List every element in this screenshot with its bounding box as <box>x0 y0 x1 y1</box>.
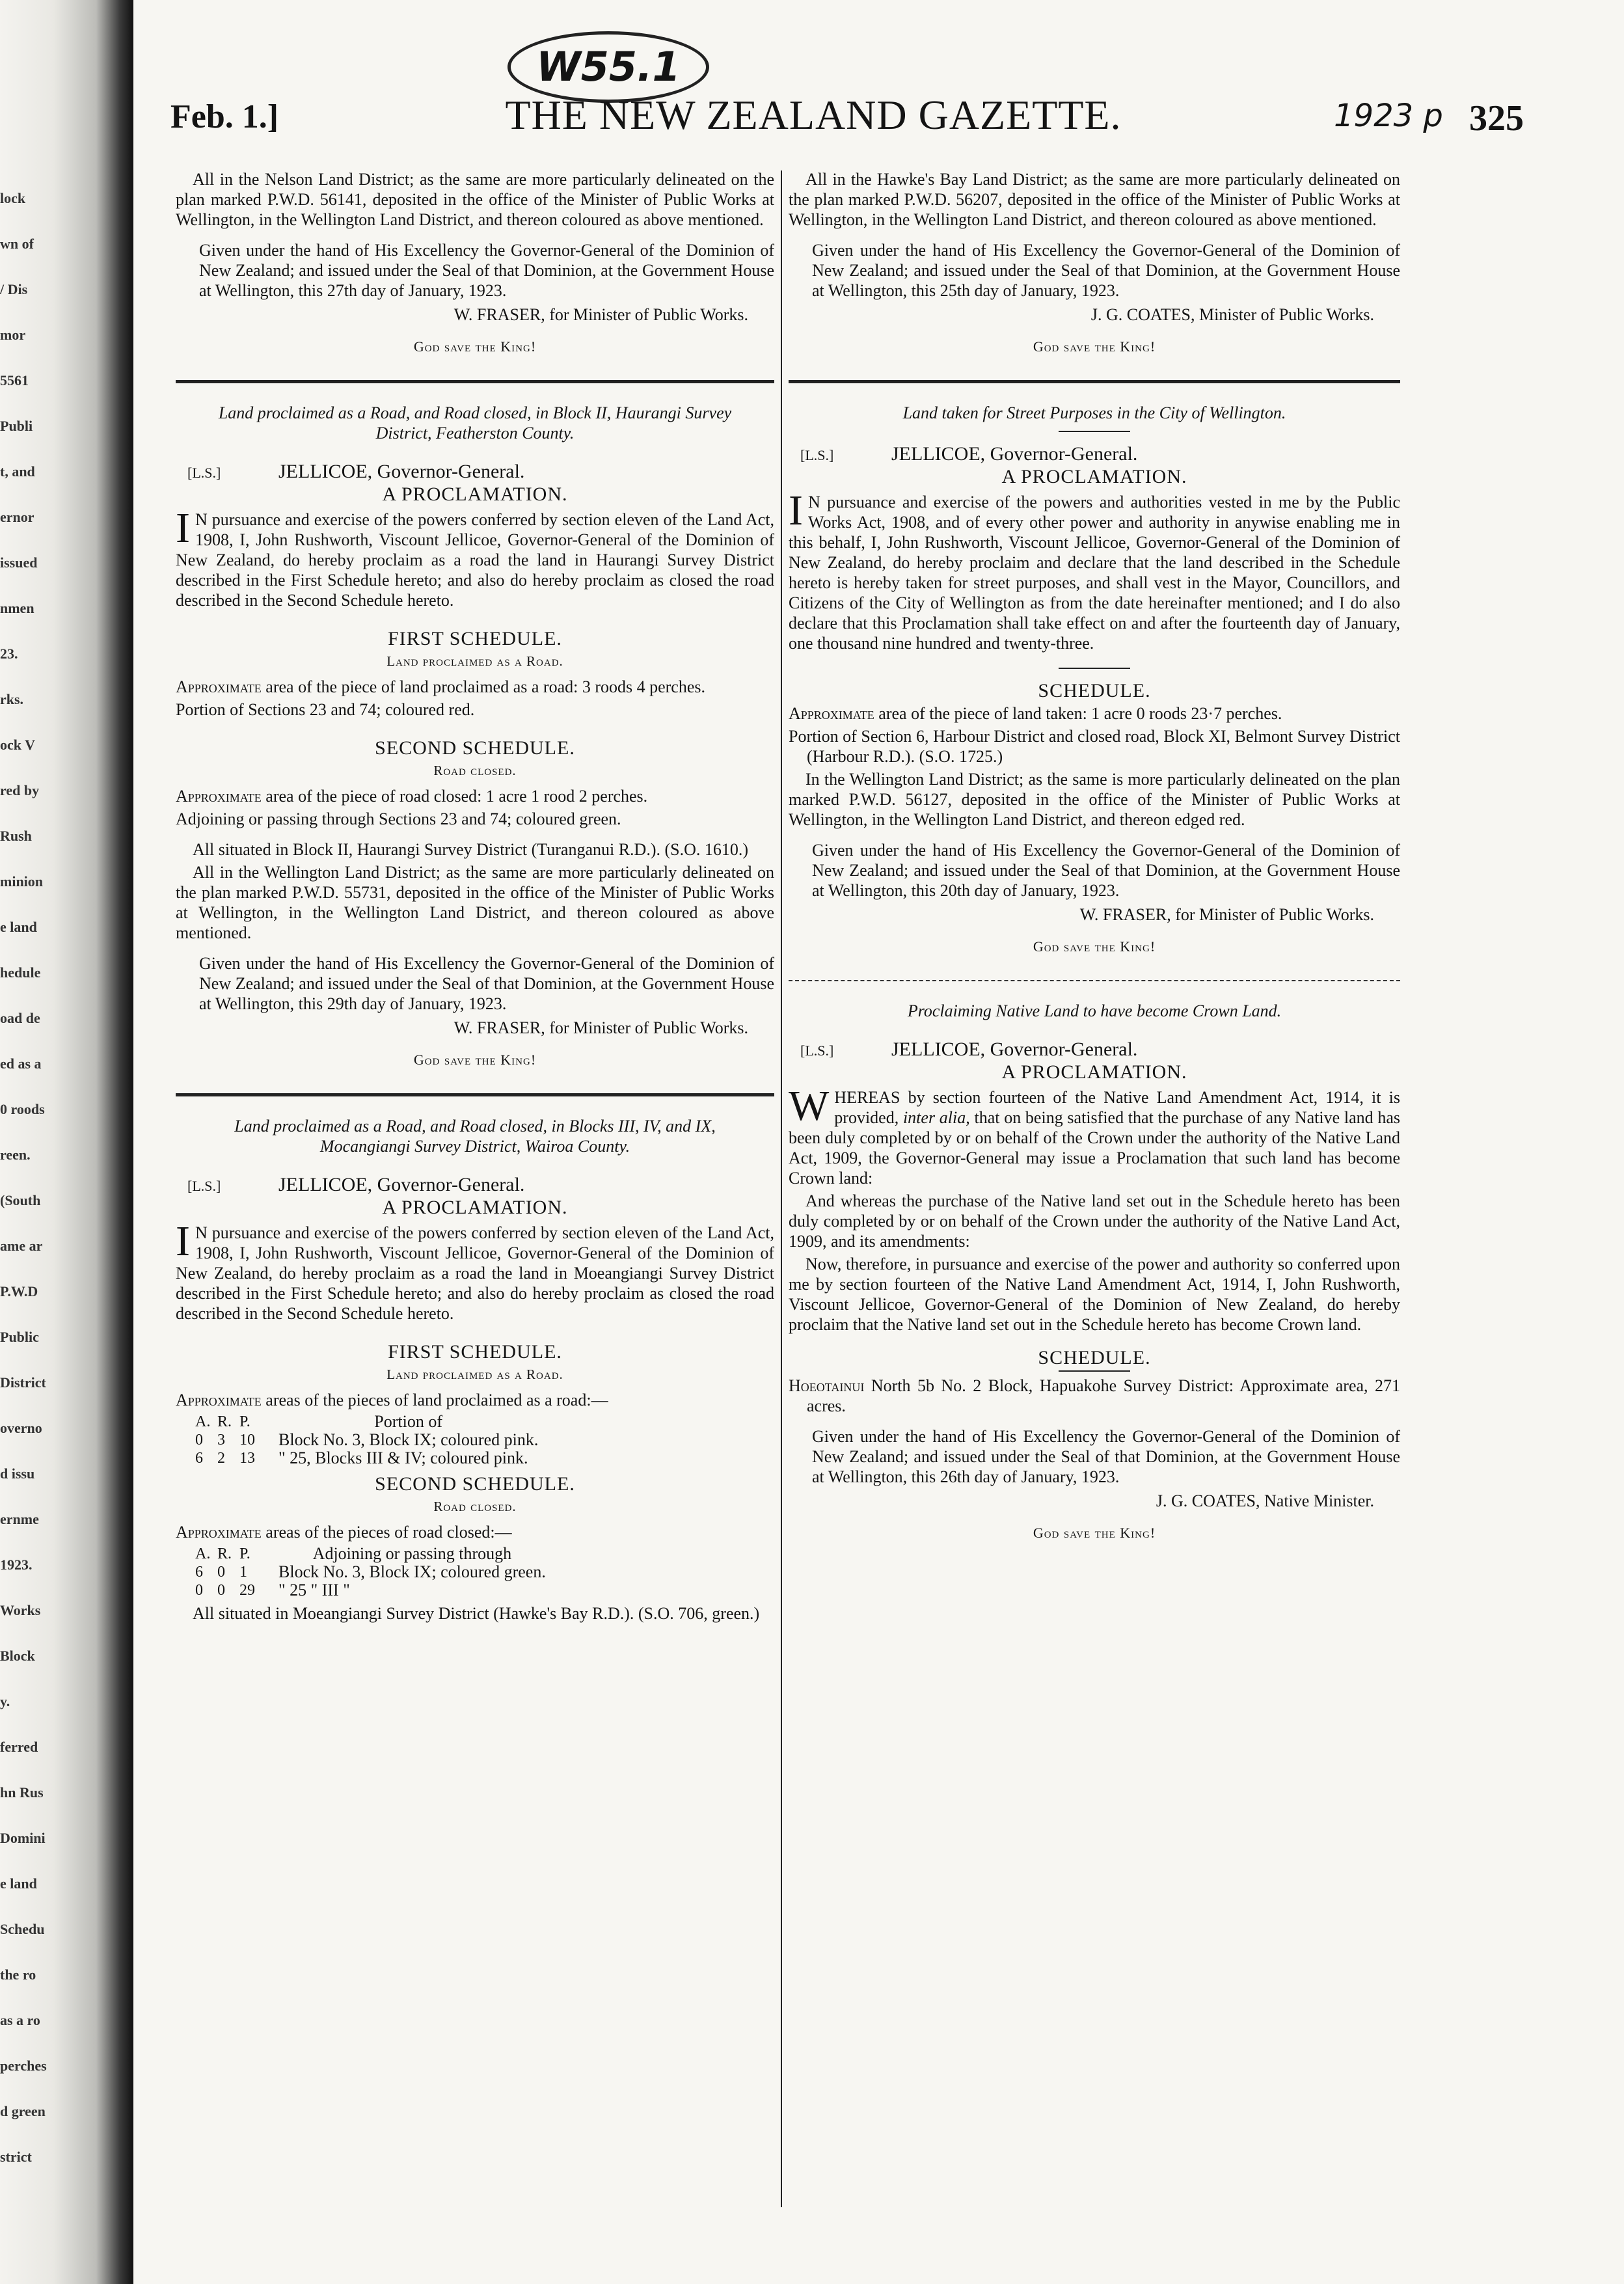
continued-text: All in the Hawke's Bay Land District; as the same are more particularly delineated on the plan marked P.W.D. 56207, deposited in the office of the Minister of Public Works at Wellington, in the Wellington Land District, and thereon coloured as above mentioned. <box>789 170 1400 229</box>
governor-name: JELLICOE, Governor-General. <box>891 443 1138 465</box>
first-schedule-heading: FIRST SCHEDULE. <box>388 1341 562 1363</box>
body-text: that on being satisfied that the purchase of any Native land has been duly completed by or on behalf of the Crown under the authority of the Native Land Act, 1909, the Governor-General may issue a Proclamation that such land has become Crown land: <box>789 1108 1401 1188</box>
signature: J. G. COATES, Minister of Public Works. <box>1090 305 1374 324</box>
edge-fragment: oad de <box>0 1010 40 1026</box>
schedule-heading: SCHEDULE. <box>1038 680 1151 701</box>
short-rule <box>1059 431 1130 432</box>
edge-fragment: rks. <box>0 691 24 707</box>
approx-text: areas of the pieces of land proclaimed as a road:— <box>265 1391 608 1409</box>
body-text: N pursuance and exercise of the powers conferred by section eleven of the Land Act, 1908, I, John Rushworth, Viscount Jellicoe, Governor-General of the Dominion of New Zealand, do hereby proclaim as a road the land in Haurangi Survey District described in the First Schedule hereto; and also do hereby proclaim as closed the road described in the Second Schedule hereto. <box>176 510 774 610</box>
god-save-the-king: God save the King! <box>1033 938 1156 955</box>
edge-fragment: overno <box>0 1420 42 1436</box>
edge-fragment: Public <box>0 1329 39 1345</box>
proclamation-heading: A PROCLAMATION. <box>382 1197 568 1218</box>
edge-fragment: Works <box>0 1602 41 1618</box>
cell-perches: 13 <box>239 1450 255 1467</box>
edge-fragment: ernme <box>0 1511 39 1527</box>
cell-description: " 25 " III " <box>278 1581 350 1599</box>
col-acres: A. <box>195 1413 211 1430</box>
portion-text: Portion of Section 6, Harbour District and closed road, Block XI, Belmont Survey District (Harbour R.D.). (S.O. 1725.) <box>789 727 1400 766</box>
approx-lead: Approximate <box>176 1523 262 1542</box>
situated-text: All situated in Block II, Haurangi Survey District (Turanganui R.D.). (S.O. 1610.) <box>193 840 749 859</box>
proclamation-body <box>176 504 774 610</box>
col-roods: R. <box>217 1413 232 1430</box>
portion-text: Portion of Sections 23 and 74; coloured red. <box>176 700 475 719</box>
approx-lead: Approximate <box>176 1391 262 1409</box>
col-acres: A. <box>195 1545 211 1562</box>
edge-fragment: Domini <box>0 1830 46 1846</box>
page-label: Feb. 1.] <box>170 98 279 135</box>
cell-perches: 10 <box>239 1432 255 1448</box>
governor-name: JELLICOE, Governor-General. <box>278 1174 525 1195</box>
given-under-hand: Given under the hand of His Excellency the Governor-General of the Dominion of New Zealand; and issued under the Seal of that Dominion, at the Government House at Wellington, this 25th day of January, 1923. <box>812 241 1400 300</box>
edge-fragment: 5561 <box>0 372 29 388</box>
governor-name: JELLICOE, Governor-General. <box>278 461 525 482</box>
edge-fragment: perches <box>0 2058 47 2074</box>
god-save-the-king: God save the King! <box>413 338 537 355</box>
proclamation-body <box>789 1082 1401 1188</box>
edge-fragment: Publi <box>0 418 33 434</box>
cell-roods: 3 <box>217 1432 225 1448</box>
edge-fragment: 1923. <box>0 1557 33 1573</box>
edge-fragment: minion <box>0 873 44 890</box>
cell-acres: 0 <box>195 1432 203 1448</box>
edge-fragment: ock V <box>0 737 35 753</box>
section-rule <box>176 380 774 383</box>
first-schedule-heading: FIRST SCHEDULE. <box>388 628 562 649</box>
signature: W. FRASER, for Minister of Public Works. <box>453 1018 748 1037</box>
edge-fragment: strict <box>0 2149 32 2165</box>
cell-perches: 29 <box>239 1582 255 1599</box>
edge-fragment: Schedu <box>0 1921 45 1937</box>
table-caption: Portion of <box>374 1412 443 1431</box>
body-text: N pursuance and exercise of the powers and authorities vested in me by the Public Works Act, 1908, and of every other power and authority in anywise enabling me in this behalf, I, John Rushworth, Viscount Jellicoe, Governor-General of the Dominion of New Zealand, do hereby proclaim and declare that the land described in the Schedule hereto is hereby taken for street purposes, and shall vest in the Mayor, Councillors, and Citizens of the City of Wellington as from the date hereinafter mentioned; and I do also declare that this Proclamation shall take effect on and after the fourteenth day of January, one thousand nine hundred and twenty-three. <box>789 493 1400 653</box>
approx-text: area of the piece of road closed: 1 acre 1 rood 2 perches. <box>265 787 648 806</box>
given-under-hand: Given under the hand of His Excellency the Governor-General of the Dominion of New Zealand; and issued under the Seal of that Dominion, at the Government House at Wellington, this 20th day of January, 1923. <box>812 841 1400 900</box>
edge-fragment: Block <box>0 1648 35 1664</box>
edge-fragment: ed as a <box>0 1055 42 1072</box>
edge-fragment: ferred <box>0 1739 38 1755</box>
edge-fragment: hn Rus <box>0 1784 44 1801</box>
handwritten-year: 1923 p <box>1334 98 1443 134</box>
approx-area <box>176 677 774 697</box>
cell-description: Block No. 3, Block IX; coloured pink. <box>278 1430 539 1449</box>
edge-fragment: P.W.D <box>0 1283 38 1299</box>
short-rule <box>1059 668 1130 669</box>
cell-roods: 2 <box>217 1450 225 1467</box>
edge-fragment: District <box>0 1374 46 1391</box>
edge-fragment: 23. <box>0 646 18 662</box>
approx-lead: Approximate <box>789 704 874 723</box>
table-row <box>195 1431 545 1449</box>
approx-text: area of the piece of land proclaimed as a road: 3 roods 4 perches. <box>265 677 706 696</box>
governor-line <box>176 1175 774 1196</box>
section-rule-dashed <box>789 980 1400 981</box>
proclamation-heading: A PROCLAMATION. <box>1001 1061 1187 1083</box>
edge-fragment: red by <box>0 782 40 798</box>
cell-perches: 1 <box>239 1564 247 1581</box>
continued-text: All in the Nelson Land District; as the same are more particularly delineated on the plan marked P.W.D. 56141, deposited in the office of the Minister of Public Works at Wellington, in the Wellington Land District, and thereon coloured as above mentioned. <box>176 170 774 229</box>
edge-fragment: d green <box>0 2103 46 2119</box>
governor-line <box>789 1039 1400 1061</box>
drop-cap: W <box>789 1082 830 1130</box>
edge-fragment: nmen <box>0 600 34 616</box>
right-column <box>789 169 1400 1551</box>
short-rule <box>1059 1370 1130 1372</box>
edge-fragment: issued <box>0 554 38 571</box>
first-schedule-subheading: Land proclaimed as a Road. <box>386 1366 563 1382</box>
edge-fragment: ernor <box>0 509 34 525</box>
god-save-the-king: God save the King! <box>1033 338 1156 355</box>
god-save-the-king: God save the King! <box>1033 1525 1156 1541</box>
left-column <box>176 169 774 1626</box>
edge-fragment: e land <box>0 1875 37 1892</box>
approx-text: areas of the pieces of road closed:— <box>265 1523 512 1542</box>
situated-text: All situated in Moeangiangi Survey District (Hawke's Bay R.D.). (S.O. 706, green.) <box>193 1604 760 1623</box>
edge-fragment: the ro <box>0 1966 36 1983</box>
signature: W. FRASER, for Minister of Public Works. <box>453 305 748 324</box>
edge-fragment: as a ro <box>0 2012 40 2028</box>
col-roods: R. <box>217 1545 232 1562</box>
section-rule <box>176 1093 774 1096</box>
cell-description: " 25, Blocks III & IV; coloured pink. <box>278 1448 528 1467</box>
edge-fragment: ame ar <box>0 1238 43 1254</box>
proclamation-moeangiangi <box>176 1116 774 1624</box>
column-divider <box>781 170 782 2207</box>
proclamation-native-land <box>789 1001 1400 1543</box>
now-therefore-text: Now, therefore, in pursuance and exercise of the power and authority so conferred upon me by section fourteen of the Native Land Amendment Act, 1914, I, John Rushworth, Viscount Jellicoe, Governor-General of the Dominion of New Zealand, do hereby proclaim that the Native land set out in the Schedule hereto has become Crown land. <box>789 1255 1400 1334</box>
approx-lead: Approximate <box>176 787 262 806</box>
seal-mark: [L.S.] <box>800 1042 834 1059</box>
handwritten-reference: W55.1 <box>508 31 709 103</box>
cell-acres: 0 <box>195 1582 203 1599</box>
table-row <box>195 1581 552 1599</box>
body-text: HEREAS by section fourteen of the Native Land Amendment Act, 1914, it is provided, <box>834 1088 1400 1127</box>
area-table-header <box>195 1545 552 1563</box>
first-area-table <box>195 1413 545 1467</box>
edge-fragment: d issu <box>0 1465 35 1482</box>
edge-fragment: mor <box>0 327 26 343</box>
edge-fragment: / Dis <box>0 281 28 297</box>
second-area-table <box>195 1545 552 1599</box>
cell-acres: 6 <box>195 1564 203 1581</box>
second-schedule-heading: SECOND SCHEDULE. <box>375 1473 575 1495</box>
cell-acres: 6 <box>195 1450 203 1467</box>
proclamation-haurangi <box>176 403 774 1070</box>
proclamation-body <box>789 487 1400 653</box>
approx-lead: Approximate <box>176 677 262 696</box>
second-schedule-heading: SECOND SCHEDULE. <box>375 737 575 759</box>
section-rule <box>789 380 1400 383</box>
edge-fragment: lock <box>0 190 26 206</box>
governor-line <box>176 461 774 483</box>
governor-line <box>789 444 1400 465</box>
given-under-hand: Given under the hand of His Excellency the Governor-General of the Dominion of New Zealand; and issued under the Seal of that Dominion, at the Government House at Wellington, this 29th day of January, 1923. <box>199 954 774 1013</box>
edge-fragment: Rush <box>0 828 32 844</box>
second-schedule-subheading: Road closed. <box>433 763 517 778</box>
table-caption: Adjoining or passing through <box>312 1544 512 1563</box>
edge-fragment: wn of <box>0 236 34 252</box>
edge-fragment: y. <box>0 1693 10 1709</box>
proclamation-heading: A PROCLAMATION. <box>1001 466 1187 487</box>
schedule-heading: SCHEDULE. <box>1038 1347 1151 1368</box>
edge-fragment: (South <box>0 1192 41 1208</box>
body-text: N pursuance and exercise of the powers conferred by section eleven of the Land Act, 1908, I, John Rushworth, Viscount Jellicoe, Governor-General of the Dominion of New Zealand, do hereby proclaim as a road the land in Moeangiangi Survey District described in the First Schedule hereto; and also do hereby proclaim as closed the road described in the Second Schedule hereto. <box>176 1223 774 1323</box>
seal-mark: [L.S.] <box>187 1178 221 1194</box>
signature: W. FRASER, for Minister of Public Works. <box>1079 905 1374 924</box>
col-perches: P. <box>239 1545 250 1562</box>
cell-roods: 0 <box>217 1582 225 1599</box>
seal-mark: [L.S.] <box>800 447 834 463</box>
drop-cap: I <box>176 504 190 552</box>
drop-cap: I <box>176 1217 190 1265</box>
approx-text: area of the piece of land taken: 1 acre 0 roods 23·7 perches. <box>878 704 1282 723</box>
proclamation-title: Land proclaimed as a Road, and Road closed, in Block II, Haurangi Survey District, Featherston County. <box>218 403 732 442</box>
proclamation-wellington-street <box>789 403 1400 957</box>
approx-area <box>176 1390 774 1410</box>
page-number: 325 <box>1469 98 1524 139</box>
block-name: Hoeotainui <box>789 1376 865 1395</box>
land-district-text: In the Wellington Land District; as the same is more particularly delineated on the plan marked P.W.D. 56127, deposited in the office of the Minister of Public Works at Wellington, in the Wellington Land District, and thereon edged red. <box>789 770 1400 829</box>
drop-cap: I <box>789 487 803 534</box>
edge-fragment: reen. <box>0 1147 31 1163</box>
proclamation-title: Proclaiming Native Land to have become Crown Land. <box>907 1001 1282 1020</box>
adjoining-text: Adjoining or passing through Sections 23 and 74; coloured green. <box>176 809 621 828</box>
schedule-text: North 5b No. 2 Block, Hapuakohe Survey District: Approximate area, 271 acres. <box>807 1376 1401 1415</box>
schedule-entry <box>789 1376 1400 1416</box>
approx-area <box>176 786 774 806</box>
given-under-hand: Given under the hand of His Excellency the Governor-General of the Dominion of New Zealand; and issued under the Seal of that Dominion, at the Government House at Wellington, this 26th day of January, 1923. <box>812 1427 1400 1486</box>
edge-fragment: e land <box>0 919 37 935</box>
col-perches: P. <box>239 1413 250 1430</box>
cell-roods: 0 <box>217 1564 225 1581</box>
approx-area <box>789 703 1400 724</box>
second-schedule-subheading: Road closed. <box>433 1499 517 1514</box>
proclamation-body <box>176 1217 774 1324</box>
seal-mark: [L.S.] <box>187 465 221 481</box>
approx-area <box>176 1522 774 1542</box>
area-table-header <box>195 1413 545 1431</box>
proclamation-title: Land proclaimed as a Road, and Road closed, in Blocks III, IV, and IX, Mocangiangi Survey District, Wairoa County. <box>234 1117 716 1156</box>
signature: J. G. COATES, Native Minister. <box>1156 1491 1374 1510</box>
table-row <box>195 1449 545 1467</box>
first-schedule-subheading: Land proclaimed as a Road. <box>386 653 563 669</box>
edge-fragment: t, and <box>0 463 35 480</box>
land-district-text: All in the Wellington Land District; as the same are more particularly delineated on the plan marked P.W.D. 55731, deposited in the office of the Minister of Public Works at Wellington, in the Wellington Land District, and thereon coloured as above mentioned. <box>176 863 774 942</box>
table-row <box>195 1563 552 1581</box>
edge-fragment: 0 roods <box>0 1101 45 1117</box>
whereas-text: And whereas the purchase of the Native land set out in the Schedule hereto has been duly completed by or on behalf of the Crown under the authority of the Native Land Act, 1909, and its amendments: <box>789 1191 1400 1251</box>
governor-name: JELLICOE, Governor-General. <box>891 1039 1138 1060</box>
proclamation-heading: A PROCLAMATION. <box>382 483 568 505</box>
god-save-the-king: God save the King! <box>413 1052 537 1068</box>
masthead-title: THE NEW ZEALAND GAZETTE. <box>505 92 1122 138</box>
edge-fragment: hedule <box>0 964 41 981</box>
cell-description: Block No. 3, Block IX; coloured green. <box>278 1562 546 1581</box>
body-italic: inter alia, <box>902 1108 970 1127</box>
given-under-hand: Given under the hand of His Excellency the Governor-General of the Dominion of New Zealand; and issued under the Seal of that Dominion, at the Government House at Wellington, this 27th day of January, 1923. <box>199 241 774 300</box>
proclamation-title: Land taken for Street Purposes in the City of Wellington. <box>902 403 1286 422</box>
